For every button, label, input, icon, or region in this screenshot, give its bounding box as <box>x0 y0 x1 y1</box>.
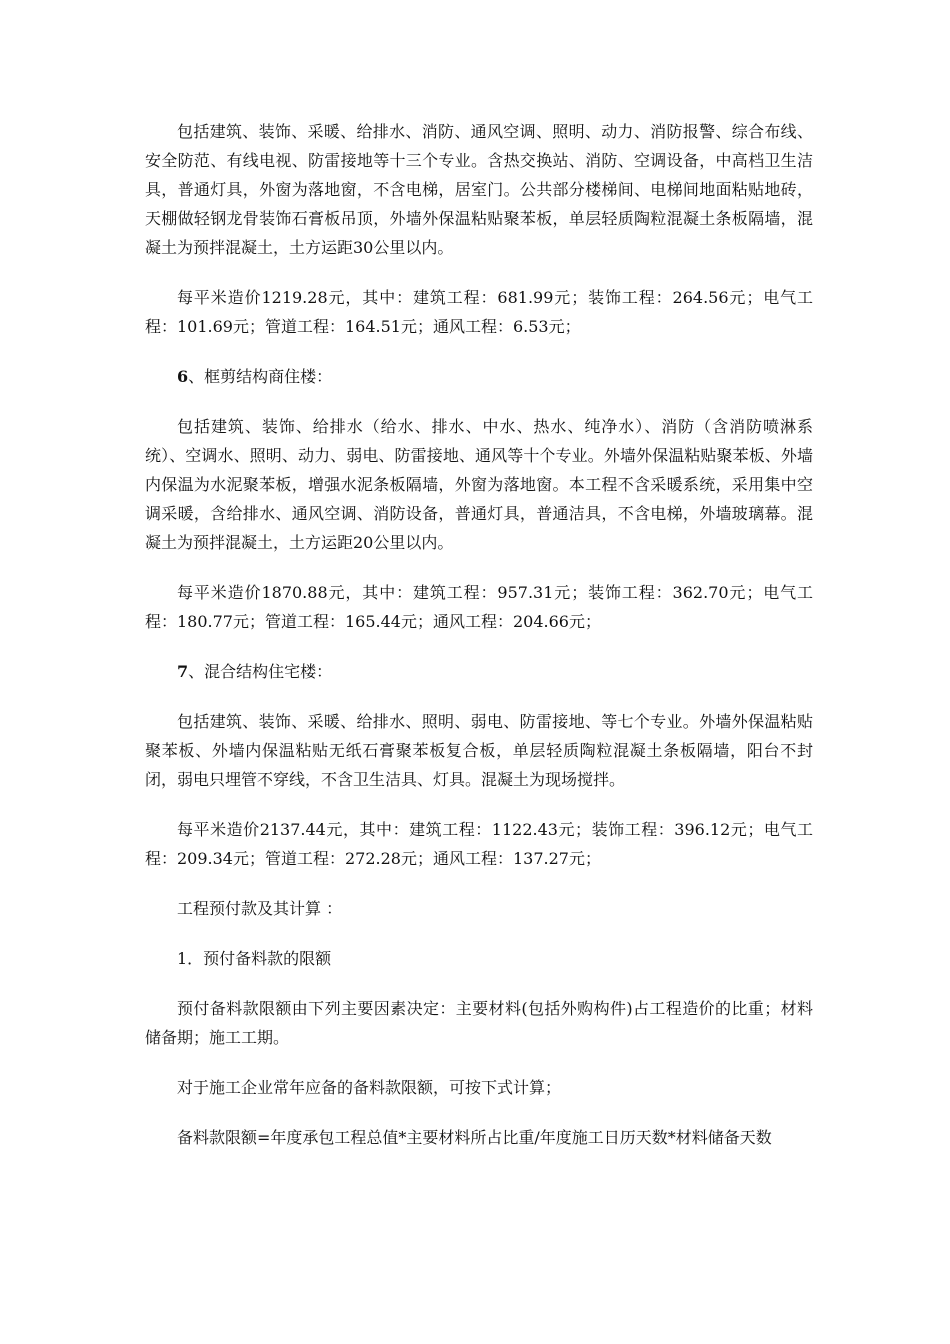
prepayment-intro-paragraph: 对于施工企业常年应备的备料款限额，可按下式计算； <box>177 1078 562 1097</box>
section-title-6: 、框剪结构商住楼： <box>188 367 333 386</box>
prepayment-subheading-1: 1．预付备料款的限额 <box>177 949 332 968</box>
section-number-7: 7 <box>177 662 189 681</box>
paragraph-scope-13-specialties: 包括建筑、装饰、采暖、给排水、消防、通风空调、照明、动力、消防报警、综合布线、安全防范、有线电视、防雷接地等十三个专业。含热交换站、消防、空调设备，中高档卫生洁具，普通灯具，外窗为落地窗，不含电梯，居室门。公共部分楼梯间、电梯间地面粘贴地砖，天棚做轻钢龙骨装饰石膏板吊顶，外墙外保温粘贴聚苯板，单层轻质陶粒混凝土条板隔墙，混凝土为预拌混凝土，土方运距30公里以内。 <box>145 122 813 257</box>
paragraph-cost-breakdown-2: 每平米造价1870.88元，其中：建筑工程：957.31元；装饰工程：362.70元；电气工程：180.77元；管道工程：165.44元；通风工程：204.66元； <box>145 583 813 631</box>
section-number-6: 6 <box>177 367 189 386</box>
section-heading-6 <box>145 362 813 391</box>
paragraph-cost-breakdown-1: 每平米造价1219.28元，其中：建筑工程：681.99元；装饰工程：264.56元；电气工程：101.69元；管道工程：164.51元；通风工程：6.53元； <box>145 288 813 336</box>
section-title-7: 、混合结构住宅楼： <box>188 662 333 681</box>
prepayment-factors-paragraph: 预付备料款限额由下列主要因素决定：主要材料(包括外购构件)占工程造价的比重；材料储备期；施工工期。 <box>145 999 813 1047</box>
prepayment-formula: 备料款限额=年度承包工程总值*主要材料所占比重/年度施工日历天数*材料储备天数 <box>177 1128 772 1147</box>
section-heading-7 <box>145 657 813 686</box>
paragraph-cost-breakdown-3: 每平米造价2137.44元，其中：建筑工程：1122.43元；装饰工程：396.12元；电气工程：209.34元；管道工程：272.28元；通风工程：137.27元； <box>145 820 813 868</box>
document-body <box>145 117 813 1152</box>
paragraph-scope-10-specialties: 包括建筑、装饰、给排水（给水、排水、中水、热水、纯净水）、消防（含消防喷淋系统）、空调水、照明、动力、弱电、防雷接地、通风等十个专业。外墙外保温粘贴聚苯板、外墙内保温为水泥聚苯板，增强水泥条板隔墙，外窗为落地窗。本工程不含采暖系统，采用集中空调采暖，含给排水、通风空调、消防设备，普通灯具，普通洁具，不含电梯，外墙玻璃幕。混凝土为预拌混凝土，土方运距20公里以内。 <box>145 417 813 552</box>
prepayment-heading: 工程预付款及其计算 ： <box>177 899 343 918</box>
paragraph-scope-7-specialties: 包括建筑、装饰、采暖、给排水、照明、弱电、防雷接地、等七个专业。外墙外保温粘贴聚苯板、外墙内保温粘贴无纸石膏聚苯板复合板，单层轻质陶粒混凝土条板隔墙，阳台不封闭，弱电只埋管不穿线，不含卫生洁具、灯具。混凝土为现场搅拌。 <box>145 712 813 789</box>
